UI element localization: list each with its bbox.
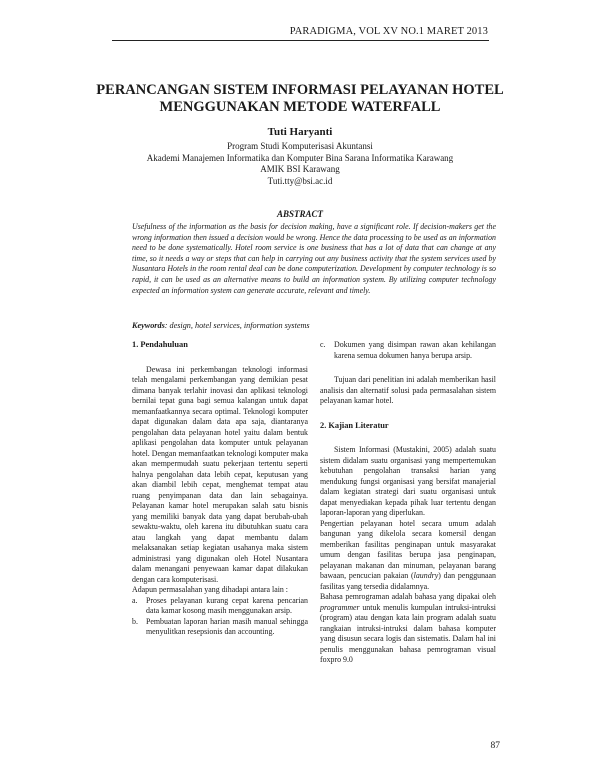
keywords-label: Keywords	[132, 321, 165, 330]
affiliation-institution: Akademi Manajemen Informatika dan Komputer Bina Sarana Informatika Karawang	[146, 152, 454, 163]
spacer	[320, 407, 496, 421]
section-1-paragraph-2: Adapun permasalahan yang dihadapi antara lain :	[132, 585, 288, 594]
list-item	[320, 340, 496, 361]
author-email: Tuti.tty@bsi.ac.id	[267, 175, 333, 186]
paper-title	[60, 82, 540, 116]
s2p2-text-b: ) dan penggunaan fasilitas yang tersedia didalamnya.	[320, 571, 496, 591]
list-item-text: Pembuatan laporan harian masih manual sehingga menyulitkan resepsionis dan accounting.	[146, 616, 308, 636]
author-affiliation	[40, 141, 560, 187]
section-1-paragraph-3: Tujuan dari penelitian ini adalah memberikan hasil analisis dan alternatif solusi pada permasalahan sistem pelayanan kamar hotel.	[320, 375, 496, 405]
list-marker: b.	[132, 616, 138, 626]
list-marker: c.	[320, 340, 326, 349]
right-column	[320, 340, 496, 666]
list-item	[132, 596, 308, 617]
header-rule	[112, 40, 489, 41]
list-item-text: Proses pelayanan kurang cepat karena pencarian data kamar kosong masih menggunakan arsip.	[146, 595, 308, 615]
title-line-2: MENGGUNAKAN METODE WATERFALL	[159, 99, 441, 115]
section-2-paragraph-2	[320, 519, 496, 593]
section-2-paragraph-1: Sistem Informasi (Mustakini, 2005) adalah suatu sistem didalam suatu organisasi yang mempertemukan kebutuhan pengolahan transaksi harian yang mendukung fungsi organisasi yang bersifat manajerial dalam kegiatan strategi dari suatu organisasi untuk dapat menyediakan kepada pihak luar tertentu dengan laporan-laporan yang diperlukan.	[320, 445, 496, 517]
abstract-text: Usefulness of the information as the basis for decision making, have a significant role. If decision-makers get the wrong information then issued a decision would be wrong. Hence the data processing to be used as an information need to be done systematically. Hotel room service is one business that has a lot of data that can change at any time, so it needs a way or steps that can help in carrying out any business activity that the system services used by Nusantara Hotels in the room rental deal can be done computerization. Development by computer technology is so rapid, it can be used as an alternative means to build an information system. By utilizing computer technology expected an information system can generate accurate, relevant and timely.	[132, 222, 496, 295]
section-1-heading: 1. Pendahuluan	[132, 340, 188, 349]
affiliation-program: Program Studi Komputerisasi Akuntansi	[227, 141, 373, 151]
list-marker: a.	[132, 595, 138, 605]
section-2-heading: 2. Kajian Literatur	[320, 420, 389, 430]
page-number: 87	[490, 741, 500, 751]
problem-list-right	[320, 340, 496, 361]
problem-list-left	[132, 596, 308, 638]
journal-header: PARADIGMA, VOL XV NO.1 MARET 2013	[289, 26, 488, 37]
title-line-1: PERANCANGAN SISTEM INFORMASI PELAYANAN HOTEL	[96, 82, 504, 98]
keywords-text: : design, hotel services, information systems	[164, 321, 310, 330]
section-2-paragraph-3	[320, 592, 496, 666]
s2p3-text-a: Bahasa pemrograman adalah bahasa yang dipakai oleh	[320, 592, 496, 601]
list-item	[132, 617, 308, 638]
s2p3-italic: programmer	[320, 602, 360, 612]
abstract-heading: ABSTRACT	[276, 209, 323, 219]
author-name: Tuti Haryanti	[267, 126, 333, 138]
s2p2-text-a: Pengertian pelayanan hotel secara umum adalah bangunan yang dikelola secara komersil dengan memberikan fasilitas penginapan untuk masyarakat umum dengan fasilitas berupa jasa penginapan, pelayanan makanan dan minuman, pelayanan barang bawaan, pencucian pakaian (	[320, 518, 496, 580]
s2p2-italic: laundry	[413, 571, 439, 580]
s2p3-text-b: untuk menulis kumpulan intruksi-intruksi (program) atau dengan kata lain program adalah suatu rangkaian intruksi-intruksi dalam bahasa komputer yang disusun secara logis dan sistematis. Dalam hal ini penulis menggunakan bahasa pemrograman visual foxpro 9.0	[320, 602, 496, 664]
list-item-text: Dokumen yang disimpan rawan akan kehilangan karena semua dokumen hanya berupa arsip.	[334, 340, 496, 360]
keywords	[132, 321, 496, 330]
section-1-paragraph-1: Dewasa ini perkembangan teknologi informasi telah mengalami perkembangan yang demikian pesat dimana banyak terlahir inovasi dan aplikasi teknologi bernilai tepat guna bagi semua kalangan untuk dapat memanfaatkannya secara optimal. Teknologi komputer dapat digunakan dalam data apa saja, diantaranya pengolahan data pelayanan hotel yaitu dalam bentuk aplikasi pengolahan data komputer untuk pelayanan hotel. Dengan memanfaatkan teknologi komputer maka akan mempermudah suatu pekerjaan tertentu seperti halnya pengolahan data lebih cepat, keputusan yang akan diambil lebih cepat, menghemat tempat atau ruang penyimpanan data dan lain sebagainya. Pelayanan kamar hotel merupakan salah satu bisnis yang memiliki banyak data yang dapat berubah-ubah sewaktu-waktu, oleh karena itu dibutuhkan suatu cara atau langkah yang dapat membantu dalam melaksanakan setiap kegiatan usahanya maka sistem administrasi yang digunakan oleh Hotel Nusantara dalam menangani penyewaan kamar dapat dilakukan dengan cara komputerisasi.	[132, 364, 308, 584]
left-column	[132, 340, 308, 638]
spacer	[320, 361, 496, 375]
affiliation-campus: AMIK BSI Karawang	[260, 164, 340, 175]
